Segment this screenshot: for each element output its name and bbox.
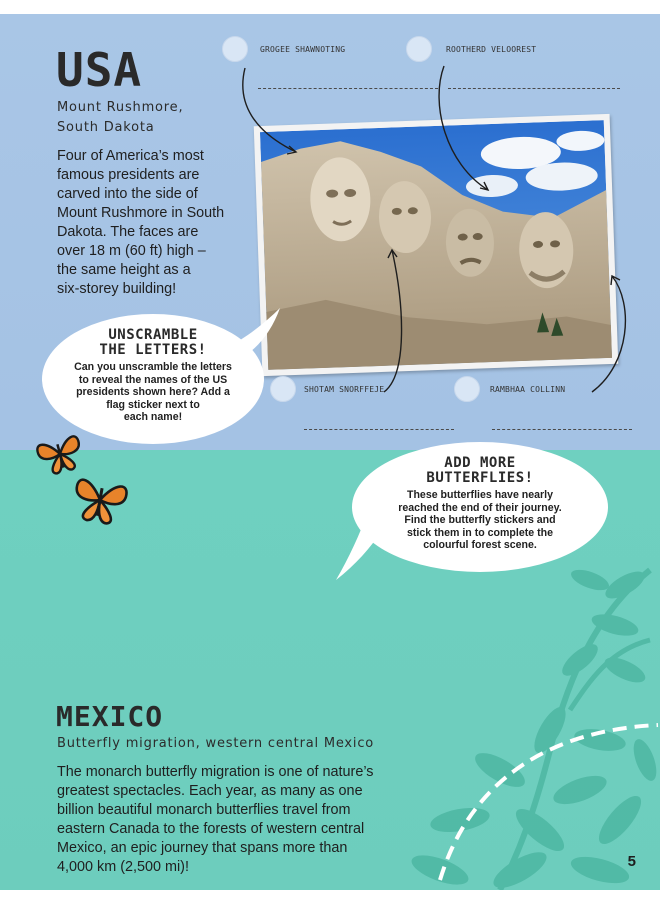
usa-body-line: Four of America’s most — [57, 148, 204, 164]
scrambled-name-4: RAMBHAA COLLINN — [490, 385, 566, 394]
butterflies-body-line: reached the end of their journey. — [398, 501, 562, 514]
butterflies-heading-line2: BUTTERFLIES! — [426, 470, 534, 486]
unscramble-heading-line2: THE LETTERS! — [99, 342, 207, 358]
arrow-icon — [243, 68, 296, 152]
mexico-body-line: billion beautiful monarch butterflies travel from — [57, 802, 351, 818]
unscramble-bubble — [42, 314, 264, 444]
scrambled-name-3: SHOTAM SNORFFEJE — [304, 385, 385, 394]
mexico-body-line: 4,000 km (2,500 mi)! — [57, 859, 189, 875]
arrow-icon — [592, 276, 625, 392]
butterflies-body-line: colourful forest scene. — [423, 539, 537, 551]
arrow-icon — [384, 250, 402, 392]
mexico-body-line: The monarch butterfly migration is one of nature’s — [57, 764, 374, 780]
usa-body-line: carved into the side of — [57, 186, 198, 202]
usa-body-line: the same height as a — [57, 262, 191, 278]
usa-body-line: six-storey building! — [57, 281, 177, 297]
unscramble-body-line: each name! — [123, 411, 183, 423]
butterflies-heading-line1: ADD MORE — [444, 455, 516, 471]
mexico-body-line: greatest spectacles. Each year, as many as one — [57, 783, 363, 799]
scrambled-name-1: GROGEE SHAWNOTING — [260, 45, 346, 54]
butterflies-bubble — [352, 442, 608, 572]
book-page — [0, 14, 660, 890]
page-number: 5 — [627, 853, 636, 870]
usa-body-line: famous presidents are — [57, 167, 200, 183]
unscramble-heading-line1: UNSCRAMBLE — [108, 327, 198, 343]
unscramble-body-line: flag sticker next to — [106, 398, 200, 411]
mexico-body-line: Mexico, an epic journey that spans more than — [57, 840, 348, 856]
usa-body-line: Mount Rushmore in South — [57, 205, 225, 221]
unscramble-body-line: to reveal the names of the US — [78, 373, 228, 386]
butterflies-body-line: Find the butterfly stickers and — [404, 514, 556, 526]
usa-subtitle-line2: South Dakota — [57, 120, 155, 135]
usa-body-line: over 18 m (60 ft) high – — [57, 243, 206, 259]
mexico-body — [57, 763, 387, 877]
arrow-icon — [439, 66, 488, 190]
butterfly-icon — [36, 432, 84, 476]
unscramble-body-line: presidents shown here? Add a — [76, 386, 230, 398]
usa-title: USA — [56, 43, 143, 97]
mexico-title: MEXICO — [56, 700, 164, 733]
usa-subtitle-line1: Mount Rushmore, — [57, 100, 184, 115]
mexico-body-line: eastern Canada to the forests of western central — [57, 821, 365, 837]
butterflies-body-line: stick them in to complete the — [407, 526, 553, 539]
scrambled-name-2: ROOTHERD VELOOREST — [446, 45, 537, 54]
usa-body-line: Dakota. The faces are — [57, 224, 199, 240]
unscramble-body-line: Can you unscramble the letters — [74, 361, 232, 373]
mexico-subtitle: Butterfly migration, western central Mexico — [57, 736, 375, 751]
butterfly-icon — [72, 474, 128, 526]
leaf-branch-icon — [400, 550, 660, 890]
butterflies-body-line: These butterflies have nearly — [406, 489, 554, 501]
